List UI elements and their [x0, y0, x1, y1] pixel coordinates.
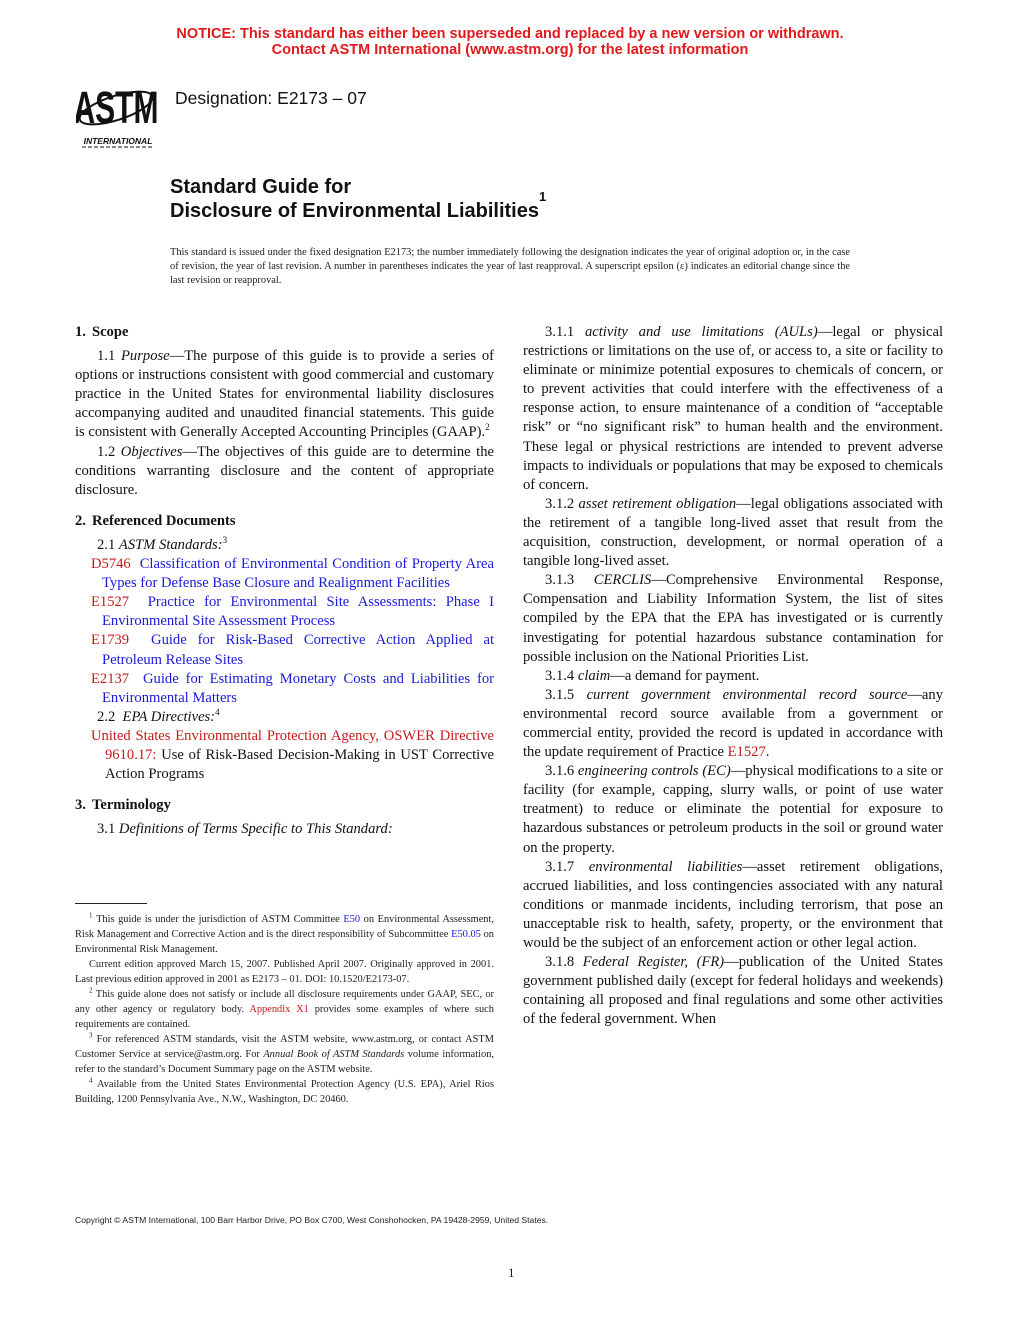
definition-3-1-6: 3.1.6 engineering controls (EC)—physical modifications to a site or facility (for example, capping, slurry walls, or point of use water treatment) to reduce or eliminate the potential for exposure to hazardous substances or petroleum products in the soil or ground water on the property. — [523, 763, 943, 856]
reference-link[interactable]: E1527 Practice for Environmental Site Assessments: Phase I Environmental Site Assessment Process — [91, 594, 494, 630]
reference-link[interactable]: D5746 Classification of Environmental Condition of Property Area Types for Defense Base Closure and Realignment Facilities — [91, 556, 495, 592]
logo-text: INTERNATIONAL — [83, 136, 153, 146]
left-column — [75, 323, 494, 839]
right-column — [523, 323, 943, 1029]
paragraph-1-2: 1.2 Objectives—The objectives of this guide are to determine the conditions warranting disclosure and the content of appropriate disclosure. — [75, 443, 494, 498]
section-heading-referenced-documents: 2. Referenced Documents — [75, 512, 236, 529]
epa-directive-link[interactable]: United States Environmental Protection Agency, OSWER Directive 9610.17: — [91, 727, 494, 763]
footnote-ref-3[interactable]: 3 — [222, 535, 228, 546]
astm-reference-list — [75, 555, 494, 708]
notice-line-1: NOTICE: This standard has either been superseded and replaced by a new version or withdrawn. — [176, 26, 844, 42]
definition-3-1-3: 3.1.3 CERCLIS—Comprehensive Environmental Response, Compensation and Liability Information System, the list of sites compiled by the EPA that the EPA has investigated or is currently investigating for potential hazardous substance contamination for possible inclusion on the National Priorities List. — [523, 572, 943, 665]
astm-logo-icon — [76, 78, 160, 150]
e1527-link[interactable]: E1527 — [727, 744, 766, 761]
footnote-2: $^2$ This guide alone does not satisfy or include all disclosure requirements under GAAP, SEC, or any other agency or regulatory body. Appendix X1 provides some examples of where such requirements are contained. — [75, 986, 494, 1030]
page-number: 1 — [508, 1265, 515, 1280]
footnote-1-edition: Current edition approved March 15, 2007. Published April 2007. Originally approved in 2001. Last previous edition approved in 2001 as E2173 – 01. DOI: 10.1520/E2173-07. — [75, 959, 494, 985]
title-footnote-mark[interactable]: 1 — [538, 189, 547, 204]
epa-reference: United States Environmental Protection Agency, OSWER Directive 9610.17: Use of Risk-Based Decision-Making in UST Corrective Action Programs — [91, 727, 494, 783]
footnote-3: $^3$ For referenced ASTM standards, visit the ASTM website, www.astm.org, or contact ASTM Customer Service at service@astm.org. For Annual Book of ASTM Standards volume information, refer to the standard’s Document Summary page on the ASTM website. — [75, 1031, 494, 1075]
section-heading-terminology: 3. Terminology — [75, 797, 171, 814]
e50-05-link[interactable]: E50.05 — [451, 929, 481, 940]
footnote-1: $^1$ This guide is under the jurisdiction of ASTM Committee E50 on Environmental Assessment, Risk Management and Corrective Action and is the direct responsibility of Subcommittee E50.05 on Environmental Risk Management. — [75, 911, 494, 955]
title-line-2: Disclosure of Environmental Liabilities$^1$ — [170, 189, 547, 222]
e50-link[interactable]: E50 — [343, 914, 361, 925]
epa-directives-label: 2.2 EPA Directives:$^4$ — [97, 706, 220, 725]
footnote-divider — [75, 903, 147, 904]
withdrawn-notice — [0, 26, 1020, 58]
definition-3-1-7: 3.1.7 environmental liabilities—asset retirement obligations, accrued liabilities, and loss contingencies associated with any natural conditions or manmade incidents, including terrorism, that pose an unacceptable risk to health, safety, property, or the environment that would be the subject of an enforcement action or other legal action. — [523, 858, 943, 951]
definition-3-1-8: 3.1.8 Federal Register, (FR)—publication of the United States government published daily (except for federal holidays and weekends) containing all proposed and final regulations and some other activities of the federal government. When — [523, 954, 943, 1028]
footnotes — [75, 912, 494, 1107]
reference-link[interactable]: E2137 Guide for Estimating Monetary Costs and Liabilities for Environmental Matters — [91, 670, 495, 706]
definition-3-1-5: 3.1.5 current government environmental record source—any environmental record source available from a government or commercial entity, provided the record is updated in accordance with the update requirement of Practice E1527. — [523, 686, 943, 761]
preamble: This standard is issued under the fixed designation E2173; the number immediately following the designation indicates the year of original adoption or, in the case of revision, the year of last revision. A number in parentheses indicates the year of last reapproval. A superscript epsilon (ε) indicates an editorial change since the last revision or reapproval. — [170, 247, 850, 286]
definitions-intro: 3.1 Definitions of Terms Specific to This Standard: — [97, 821, 393, 838]
paragraph-1-1: 1.1 Purpose—The purpose of this guide is to provide a series of options or instructions consistent with good commercial and customary practice in the United States for environmental liability disclosures accompanying audited and unaudited financial statements. This guide is consistent with Generally Accepted Accounting Principles (GAAP).$^2$ — [75, 348, 494, 441]
definition-3-1-1: 3.1.1 activity and use limitations (AULs)—legal or physical restrictions or limitations on the use of, or access to, a site or facility to eliminate or minimize potential exposures to chemicals of concern, or to prevent activities that could interfere with the effectiveness of a response action, to ensure maintenance of a condition of “acceptable risk” or “no significant risk” to human health and the environment. These legal or physical restrictions are intended to prevent adverse impacts to individuals or populations that may be exposed to chemicals of concern. — [523, 324, 943, 493]
definition-3-1-2: 3.1.2 asset retirement obligation—legal obligations associated with the retirement of a tangible long-lived asset that result from the acquisition, construction, development, or normal operation of a tangible long-lived asset. — [523, 495, 943, 570]
title-line-1: Standard Guide for — [170, 176, 352, 198]
designation: Designation: E2173 – 07 — [175, 88, 367, 108]
notice-line-2: Contact ASTM International (www.astm.org) for the latest information — [271, 42, 749, 58]
svg-text:ASTM: ASTM — [76, 82, 159, 134]
definition-3-1-4: 3.1.4 claim—a demand for payment. — [545, 667, 760, 684]
copyright-line: Copyright © ASTM International, 100 Barr Harbor Drive, PO Box C700, West Conshohocken, PA 19428-2959, United States. — [75, 1215, 549, 1225]
section-heading-scope: 1. Scope — [75, 324, 129, 340]
appendix-x1-link[interactable]: Appendix X1 — [249, 1004, 309, 1015]
document-title — [170, 175, 546, 223]
reference-link[interactable]: E1739 Guide for Risk-Based Corrective Action Applied at Petroleum Release Sites — [91, 632, 495, 668]
footnote-4: $^4$ Available from the United States Environmental Protection Agency (U.S. EPA), Ariel Rios Building, 1200 Pennsylvania Ave., N.W., Washington, DC 20460. — [75, 1076, 494, 1105]
footnote-ref-2[interactable]: 2 — [485, 422, 490, 433]
astm-standards-label: 2.1 ASTM Standards:$^3$ — [97, 535, 228, 553]
footnote-ref-4[interactable]: 4 — [215, 706, 220, 717]
